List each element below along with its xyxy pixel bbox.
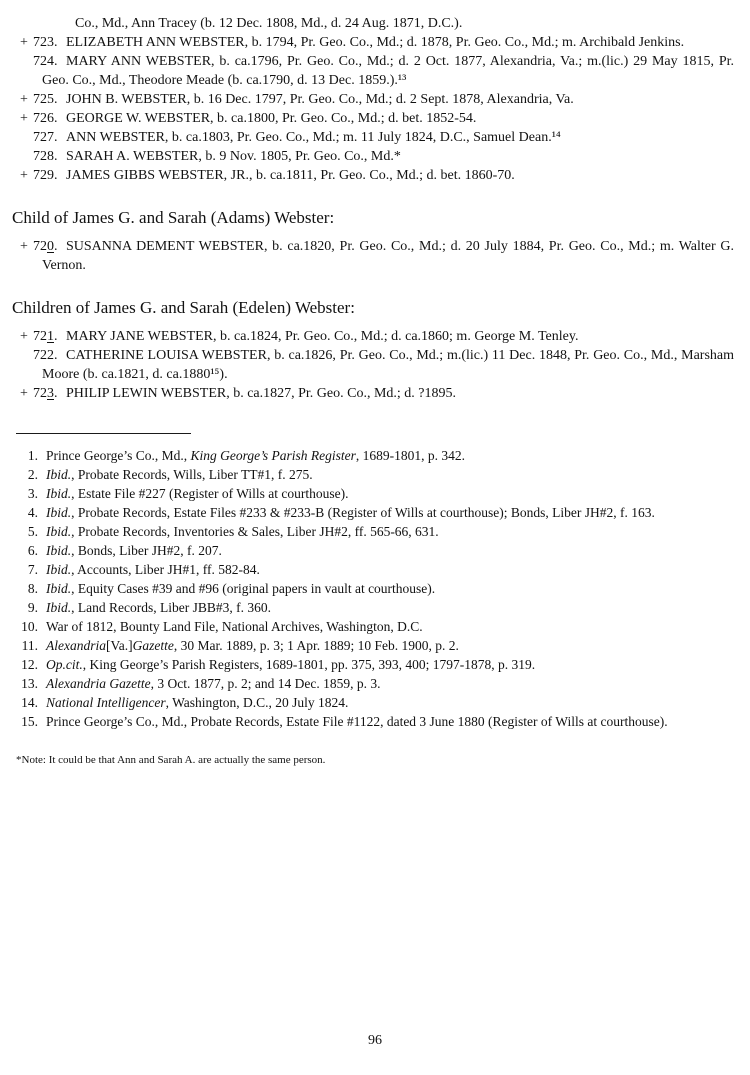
carried-forward-marker: +	[20, 329, 28, 344]
footnote	[12, 465, 734, 484]
genealogy-entry	[20, 327, 734, 346]
footnote-number: 13.	[21, 676, 38, 691]
footnote-number: 7.	[27, 562, 38, 577]
footnote	[12, 484, 734, 503]
entry-text: MARY JANE WEBSTER, b. ca.1824, Pr. Geo. Co., Md.; d. ca.1860; m. George M. Tenley.	[66, 329, 579, 344]
genealogy-entry	[20, 147, 734, 166]
footnote-text: Ibid., Land Records, Liber JBB#3, f. 360.	[46, 600, 271, 615]
entry-text: MARY ANN WEBSTER, b. ca.1796, Pr. Geo. Co., Md.; d. 2 Oct. 1877, Alexandria, Va.; m.(lic.) 29 May 1815, Pr. Geo. Co., Md., Theodore Meade (b. ca.1790, d. 13 Dec. 1859.).¹³	[42, 54, 734, 88]
footnote-text: Ibid., Bonds, Liber JH#2, f. 207.	[46, 543, 222, 558]
footnote-text: Ibid., Accounts, Liber JH#1, ff. 582-84.	[46, 562, 260, 577]
genealogy-entry	[20, 33, 734, 52]
entry-number: 728.	[33, 149, 58, 164]
entry-text: SUSANNA DEMENT WEBSTER, b. ca.1820, Pr. Geo. Co., Md.; d. 20 July 1884, Pr. Geo. Co., Md.; m. Walter G. Vernon.	[42, 239, 734, 273]
entry-number: 723.	[33, 386, 58, 401]
section-heading: Child of James G. and Sarah (Adams) Webster:	[12, 208, 335, 227]
entry-text: JAMES GIBBS WEBSTER, JR., b. ca.1811, Pr. Geo. Co., Md.; d. bet. 1860-70.	[66, 168, 515, 183]
footnote	[12, 522, 734, 541]
note-text: *Note: It could be that Ann and Sarah A. are actually the same person.	[16, 754, 326, 766]
entry-number: 721.	[33, 329, 58, 344]
genealogy-entry	[20, 109, 734, 128]
footnote-text: Ibid., Probate Records, Estate Files #233 & #233-B (Register of Wills at courthouse); Bonds, Liber JH#2, f. 163.	[46, 505, 655, 520]
page-number: 96	[368, 1033, 382, 1048]
entry-number: 726.	[33, 111, 58, 126]
footnote-text: Alexandria[Va.]Gazette, 30 Mar. 1889, p. 3; 1 Apr. 1889; 10 Feb. 1900, p. 2.	[46, 638, 459, 653]
carried-forward-marker: +	[20, 168, 28, 183]
entry-list	[12, 327, 736, 403]
footnote	[12, 598, 734, 617]
continuation-line: Co., Md., Ann Tracey (b. 12 Dec. 1808, Md., d. 24 Aug. 1871, D.C.).	[75, 16, 463, 31]
footnote-number: 6.	[27, 543, 38, 558]
footnote-number: 14.	[21, 695, 38, 710]
footnote-number: 11.	[21, 638, 38, 653]
footnote	[12, 579, 734, 598]
footnote	[12, 693, 734, 712]
footnote	[12, 712, 734, 731]
footnote	[12, 655, 734, 674]
footnote-list	[12, 446, 736, 731]
entry-number: 723.	[33, 35, 58, 50]
genealogy-entry	[20, 52, 734, 90]
footnote-text: Ibid., Probate Records, Wills, Liber TT#1, f. 275.	[46, 467, 313, 482]
entry-text: PHILIP LEWIN WEBSTER, b. ca.1827, Pr. Geo. Co., Md.; d. ?1895.	[66, 386, 457, 401]
entry-list	[12, 237, 736, 275]
carried-forward-marker: +	[20, 92, 28, 107]
entry-number: 725.	[33, 92, 58, 107]
genealogy-entry	[20, 90, 734, 109]
footnote-text: War of 1812, Bounty Land File, National Archives, Washington, D.C.	[46, 619, 423, 634]
footnote-number: 1.	[27, 448, 38, 463]
footnote	[12, 560, 734, 579]
entry-text: SARAH A. WEBSTER, b. 9 Nov. 1805, Pr. Geo. Co., Md.*	[66, 149, 401, 164]
footnote	[12, 674, 734, 693]
footnote-number: 2.	[27, 467, 38, 482]
footnote	[12, 636, 734, 655]
carried-forward-marker: +	[20, 111, 28, 126]
entry-number: 722.	[33, 348, 58, 363]
sections	[12, 207, 736, 403]
genealogy-entry	[20, 166, 734, 185]
footnote-text: Prince George’s Co., Md., King George’s Parish Register, 1689-1801, p. 342.	[46, 448, 465, 463]
entry-text: CATHERINE LOUISA WEBSTER, b. ca.1826, Pr. Geo. Co., Md.; m.(lic.) 11 Dec. 1848, Pr. Geo. Co., Md., Marsham Moore (b. ca.1821, d. ca.1880¹⁵).	[42, 348, 734, 382]
footnote-number: 9.	[27, 600, 38, 615]
footnote-text: National Intelligencer, Washington, D.C., 20 July 1824.	[46, 695, 349, 710]
entry-text: ANN WEBSTER, b. ca.1803, Pr. Geo. Co., Md.; m. 11 July 1824, D.C., Samuel Dean.¹⁴	[66, 130, 561, 145]
footnote	[12, 446, 734, 465]
entry-number: 720.	[33, 239, 58, 254]
entry-number: 724.	[33, 54, 58, 69]
footnote-text: Alexandria Gazette, 3 Oct. 1877, p. 2; and 14 Dec. 1859, p. 3.	[46, 676, 381, 691]
footnote-text: Ibid., Equity Cases #39 and #96 (original papers in vault at courthouse).	[46, 581, 436, 596]
footnote-separator	[16, 433, 191, 434]
genealogy-entry	[20, 237, 734, 275]
entry-text: GEORGE W. WEBSTER, b. ca.1800, Pr. Geo. Co., Md.; d. bet. 1852-54.	[66, 111, 477, 126]
entry-text: ELIZABETH ANN WEBSTER, b. 1794, Pr. Geo. Co., Md.; d. 1878, Pr. Geo. Co., Md.; m. Archibald Jenkins.	[66, 35, 685, 50]
footnote	[12, 503, 734, 522]
footnote-text: Op.cit., King George’s Parish Registers, 1689-1801, pp. 375, 393, 400; 1797-1878, p. 319.	[46, 657, 536, 672]
footnote-number: 12.	[21, 657, 38, 672]
footnote-number: 3.	[27, 486, 38, 501]
footnote-number: 8.	[27, 581, 38, 596]
carried-forward-marker: +	[20, 386, 28, 401]
footnote-text: Ibid., Probate Records, Inventories & Sales, Liber JH#2, ff. 565-66, 631.	[46, 524, 439, 539]
footnote-number: 15.	[21, 714, 38, 729]
entry-number: 729.	[33, 168, 58, 183]
footnote	[12, 541, 734, 560]
footnote-number: 10.	[21, 619, 38, 634]
top-entry-list	[12, 33, 736, 185]
entry-number: 727.	[33, 130, 58, 145]
genealogy-entry	[20, 346, 734, 384]
section-heading: Children of James G. and Sarah (Edelen) Webster:	[12, 298, 355, 317]
footnote-text: Ibid., Estate File #227 (Register of Wills at courthouse).	[46, 486, 349, 501]
footnote-text: Prince George’s Co., Md., Probate Records, Estate File #1122, dated 3 June 1880 (Register of Wills at courthouse).	[46, 714, 668, 729]
footnote-number: 5.	[27, 524, 38, 539]
entry-text: JOHN B. WEBSTER, b. 16 Dec. 1797, Pr. Geo. Co., Md.; d. 2 Sept. 1878, Alexandria, Va.	[66, 92, 574, 107]
footnote	[12, 617, 734, 636]
carried-forward-marker: +	[20, 35, 28, 50]
genealogy-entry	[20, 128, 734, 147]
footnote-number: 4.	[27, 505, 38, 520]
carried-forward-marker: +	[20, 239, 28, 254]
genealogy-entry	[20, 384, 734, 403]
